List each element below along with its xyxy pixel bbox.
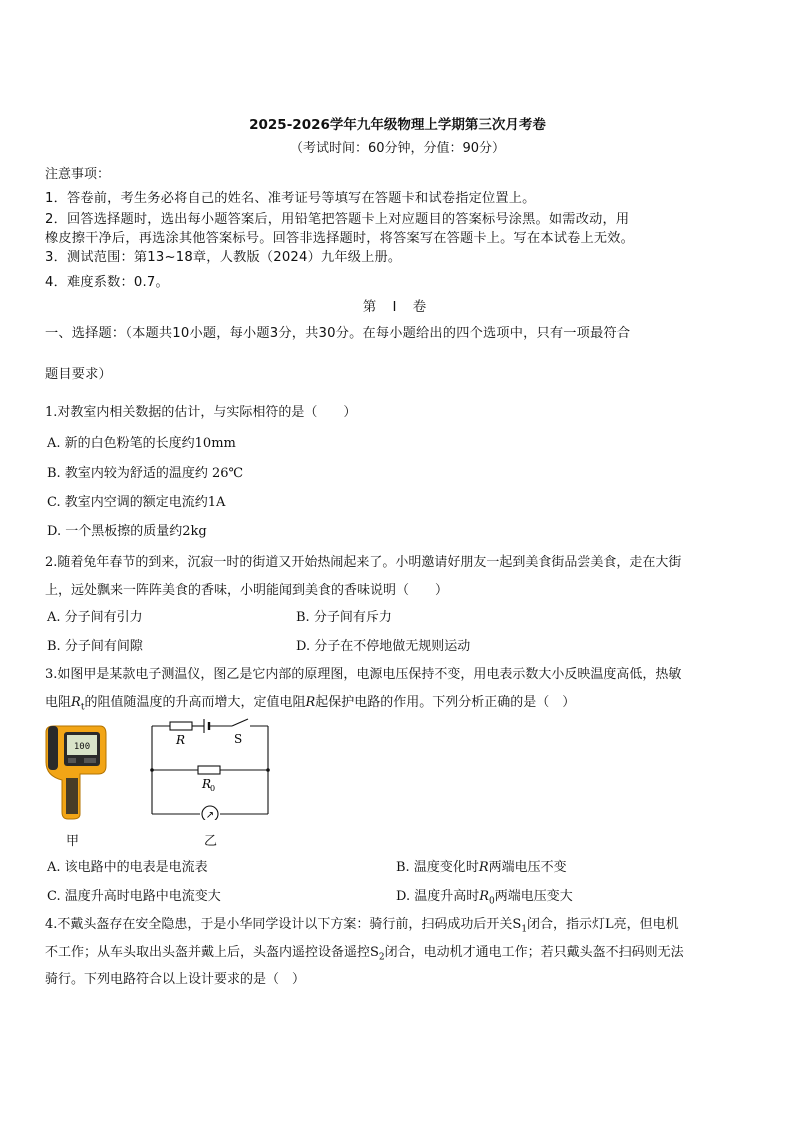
label-switch-s: S <box>234 732 243 746</box>
q3-option-b: B. 温度变化时R两端电压不变 <box>396 860 567 875</box>
notes-heading: 注意事项： <box>45 167 111 182</box>
note-3: 3．测试范围：第13~18章，人教版（2024）九年级上册。 <box>45 250 402 265</box>
q1-option-d: D. 一个黑板擦的质量约2kg <box>47 524 207 539</box>
note-2-line1: 2．回答选择题时，选出每小题答案后，用铅笔把答题卡上对应题目的答案标号涂黑。如需改动，用 <box>45 212 630 227</box>
circuit-diagram <box>148 718 273 820</box>
volume-label: 第 I 卷 <box>362 299 433 315</box>
exam-subtitle: （考试时间：60分钟，分值：90分） <box>289 141 506 156</box>
q4-stem-line2: 不工作；从车头取出头盔并戴上后，头盔内遥控设备遥控$S_2$闭合，电动机才通电工作；若只戴头盔不扫码则无法 <box>45 945 684 963</box>
thermometer-gun-illustration <box>40 722 110 822</box>
figure-yi-label: 乙 <box>204 834 218 849</box>
figure-jia-label: 甲 <box>66 834 80 849</box>
q2-option-c: B. 分子间有间隙 <box>47 639 143 654</box>
q3-stem-line1: 3.如图甲是某款电子测温仪，图乙是它内部的原理图，电源电压保持不变，用电表示数大小反映温度高低，热敏 <box>45 667 682 682</box>
exam-title: 2025-2026学年九年级物理上学期第三次月考卷 <box>249 117 546 133</box>
q1-option-b: B. 教室内较为舒适的温度约 26℃ <box>47 466 244 481</box>
gun-screen-reading: 100 <box>73 742 91 752</box>
section1-heading-line2: 题目要求） <box>45 367 112 382</box>
q1-stem: 1.对教室内相关数据的估计，与实际相符的是（ ） <box>45 405 357 420</box>
q2-option-a: A. 分子间有引力 <box>47 610 143 625</box>
q2-stem-line2: 上，远处飘来一阵阵美食的香味，小明能闻到美食的香味说明（ ） <box>45 583 449 598</box>
q2-option-b: B. 分子间有斥力 <box>296 610 392 625</box>
q2-option-d: D. 分子在不停地做无规则运动 <box>296 639 471 654</box>
label-r0-subscript: 0 <box>210 784 216 793</box>
note-2-line2: 橡皮擦干净后，再选涂其他答案标号。回答非选择题时，将答案写在答题卡上。写在本试卷上无效。 <box>45 231 635 246</box>
label-r0: R <box>202 777 212 791</box>
q4-stem-line3: 骑行。下列电路符合以上设计要求的是（ ） <box>45 972 306 987</box>
meter-symbol: ↗ <box>205 810 215 820</box>
note-1: 1．答卷前，考生务必将自己的姓名、准考证号等填写在答题卡和试卷指定位置上。 <box>45 191 536 206</box>
label-r: R <box>176 733 186 747</box>
q3-option-c: C. 温度升高时电路中电流变大 <box>47 889 221 904</box>
note-4: 4．难度系数：0.7。 <box>45 275 169 290</box>
q3-option-a: A. 该电路中的电表是电流表 <box>47 860 208 875</box>
q2-stem-line1: 2.随着兔年春节的到来，沉寂一时的街道又开始热闹起来了。小明邀请好朋友一起到美食街品尝美食，走在大街 <box>45 555 682 570</box>
q3-stem-line2: 电阻$R_t$的阻值随温度的升高而增大，定值电阻R起保护电路的作用。下列分析正确的是（ ） <box>45 695 576 713</box>
section1-heading-line1: 一、选择题：（本题共10小题，每小题3分，共30分。在每小题给出的四个选项中，只有一项最符合 <box>45 326 631 341</box>
q3-option-d: D. 温度升高时$R_0$两端电压变大 <box>396 889 573 907</box>
q1-option-a: A. 新的白色粉笔的长度约10mm <box>47 436 236 451</box>
q1-option-c: C. 教室内空调的额定电流约1A <box>47 495 226 510</box>
q4-stem-line1: 4.不戴头盔存在安全隐患，于是小华同学设计以下方案：骑行前，扫码成功后开关$S_1$闭合，指示灯L亮，但电机 <box>45 917 679 935</box>
